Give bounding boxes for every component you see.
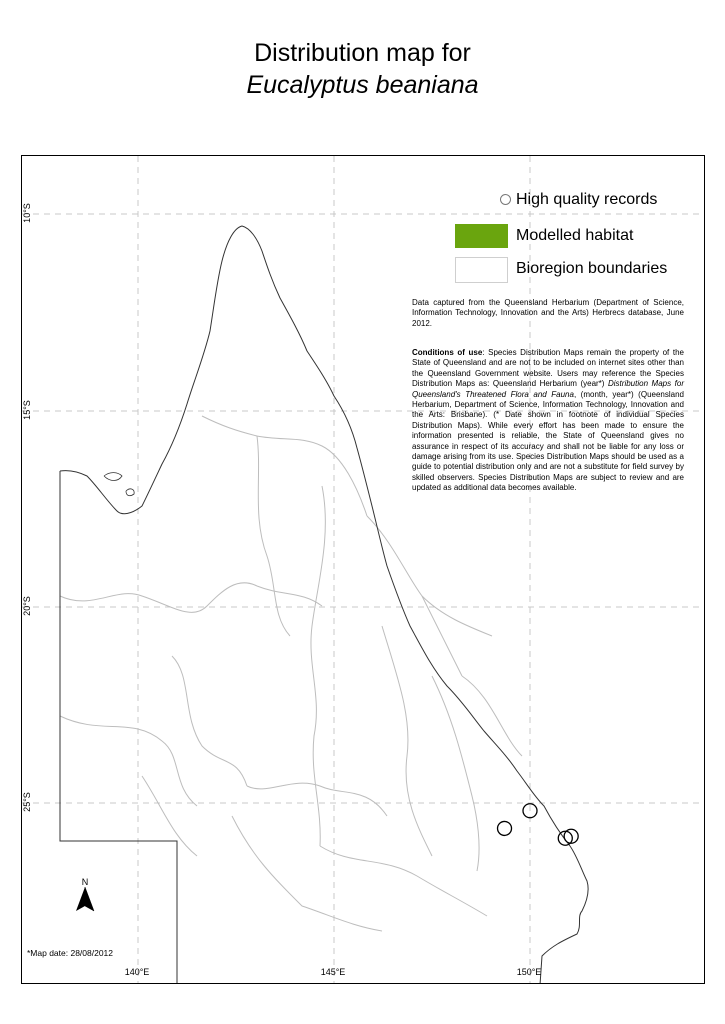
legend-high-quality-label: High quality records xyxy=(516,191,658,208)
lat-label-15: 15°S xyxy=(22,400,32,420)
lon-label-145: 145°E xyxy=(320,967,346,977)
high-quality-record-symbol xyxy=(500,194,511,205)
species-name: Eucalyptus beaniana xyxy=(246,71,479,99)
conditions-heading: Conditions of use xyxy=(412,348,483,357)
island xyxy=(104,473,122,481)
lon-label-140: 140°E xyxy=(124,967,150,977)
graticule xyxy=(22,156,705,984)
conditions-of-use-note xyxy=(412,348,684,494)
map-frame xyxy=(21,155,705,984)
lat-label-20: 20°S xyxy=(22,596,32,616)
lat-label-10: 10°S xyxy=(22,203,32,223)
north-label: N xyxy=(81,877,89,887)
bioregion-boundaries-swatch xyxy=(455,257,508,283)
map-date: *Map date: 28/08/2012 xyxy=(27,948,114,958)
map-title: Distribution map for xyxy=(254,39,471,67)
island xyxy=(126,489,134,496)
queensland-map xyxy=(22,156,705,984)
legend-modelled-habitat-label: Modelled habitat xyxy=(516,227,634,244)
north-arrow-shape xyxy=(73,887,97,913)
conditions-text-2: , (month, year*) (Queensland Herbarium, Department of Science, Information Technology, Innovation and the Arts: Brisbane). (* Date shown in footnote of individual Species Distribution Maps). While every effort has been made to ensure the information presented is reliable, the State of Queensland gives no assurance in respect of its accuracy and shall not be liable for any loss or damage arising from its use. Species Distribution Maps should be used as a guide to potential distribution only and are not a substitute for field survey by skilled observers. Species Distribution Maps are subject to review and are updated as additional data becomes available. xyxy=(412,389,684,493)
lat-label-25: 25°S xyxy=(22,792,32,812)
record-point-1 xyxy=(498,821,512,835)
conditions-text-1: : Species Distribution Maps remain the property of the State of Queensland and are not to be included on internet sites other than the Queensland Government website. Users may reference the Species Distribution Maps as: Queensland Herbarium (year*) xyxy=(412,348,684,389)
queensland-outline xyxy=(60,226,588,984)
legend-bioregion-label: Bioregion boundaries xyxy=(516,260,668,277)
modelled-habitat-swatch xyxy=(455,224,508,248)
lon-label-150: 150°E xyxy=(516,967,542,977)
data-source-note: Data captured from the Queensland Herbarium (Department of Science, Information Technology, Innovation and the Arts) Herbrecs database, June 2012. xyxy=(412,298,684,328)
north-arrow-icon xyxy=(73,877,97,918)
records-layer xyxy=(498,804,579,845)
conditions-italic-title: Distribution Maps for Queensland's Threatened Flora and Fauna xyxy=(412,379,684,399)
